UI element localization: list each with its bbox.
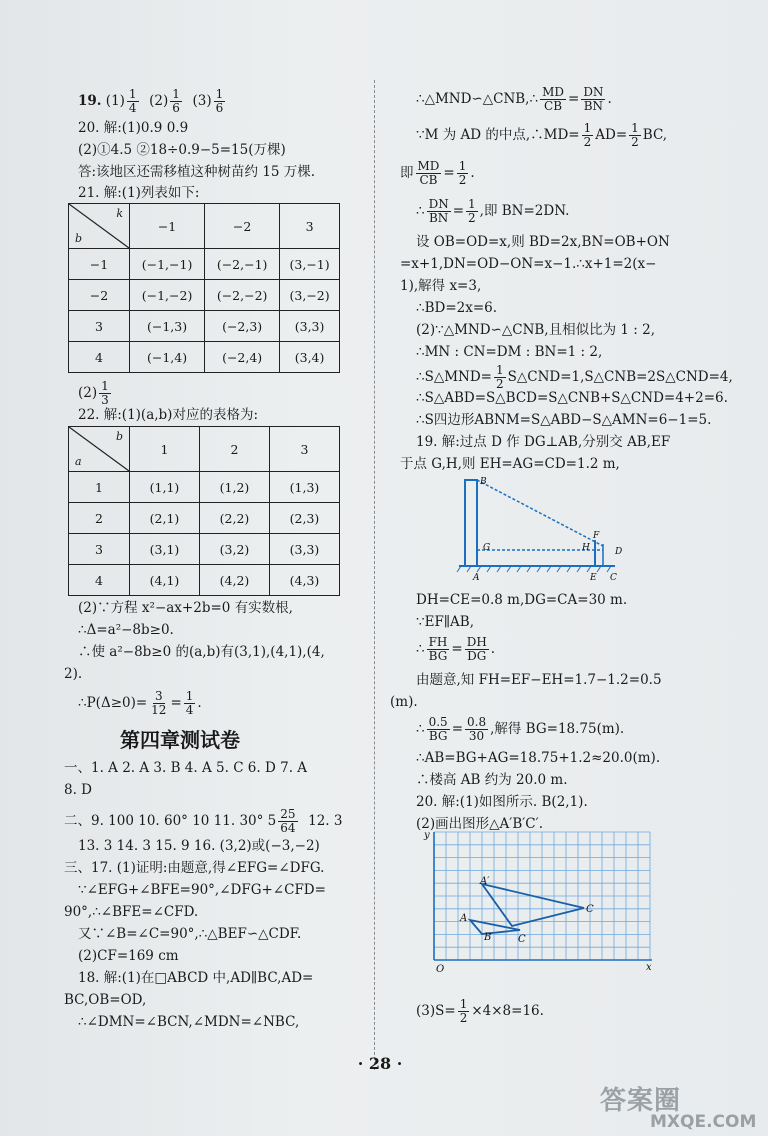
den: BG [428,649,448,663]
q21-table [68,203,340,373]
r-line1 [416,86,612,113]
table-row [69,249,340,280]
table-row [69,280,340,311]
den: 2 [631,135,639,149]
label-c: C [518,934,526,945]
r-line23: ∴楼高 AB 约为 20.0 m. [416,772,568,788]
q21-answer2 [78,380,113,407]
r-line6: =x+1,DN=OD−ON=x−1.∴x+1=2(x− [400,256,657,272]
r-line3 [400,160,475,187]
label-g: G [483,543,491,553]
q19-part1: (1) [105,93,125,109]
text: ∴ [416,203,425,219]
table-cell: (−2,4) [205,342,280,373]
table-corner-cell [69,204,130,249]
label-f: F [593,531,600,541]
table-cell: (3,2) [200,534,270,565]
den: 2 [468,211,476,225]
triangle-abc [470,920,520,934]
q19-frac1 [127,88,139,115]
text: = [451,721,463,737]
den: 4 [128,101,137,115]
table-row [69,565,340,596]
r-line12: ∴S△ABD=S△BCD=S△CNB+S△CND=4+2=6. [416,390,728,406]
r-line17: ∵EF∥AB, [416,614,475,630]
frac [540,86,566,113]
table-cell: (−2,3) [205,311,280,342]
table-cell: (2,1) [130,503,200,534]
text: . [197,695,202,711]
num: DN [428,197,449,211]
frac [427,198,451,225]
building-diagram [455,474,635,586]
table-cell: (−1,−2) [130,280,205,311]
text: . [607,91,612,107]
text: ∴△MND∽△CNB,∴ [416,91,539,107]
num: MD [417,159,440,173]
text: = [170,695,182,711]
text: ×4×8=16. [471,1003,544,1019]
s3-line3: 90°,∴∠BFE=∠CFD. [64,904,199,920]
q19-frac3 [214,88,226,115]
r-line20: (m). [390,694,418,710]
den: 2 [459,1011,468,1025]
table-cell: (1,1) [130,472,200,503]
coordinate-grid-figure [420,828,660,978]
label-a-prime: A′ [480,876,490,887]
table-cell: (3,3) [280,311,340,342]
table-cell: −2 [69,280,130,311]
table-header: 3 [280,204,340,249]
num: 1 [215,87,224,101]
num: MD [542,85,564,99]
num: 0.5 [428,715,448,729]
num: 3 [154,689,163,703]
den: 64 [280,821,296,835]
den: BN [583,99,604,113]
den: 2 [496,377,504,391]
q22-line1: (2)∵方程 x²−ax+2b=0 有实数根, [78,600,293,616]
triangle-a-prime [482,884,584,926]
frac [494,364,506,391]
s3-line7: BC,OB=OD, [64,992,147,1008]
table-cell: (−1,4) [130,342,205,373]
table-cell: (2,2) [200,503,270,534]
text: = [443,165,455,181]
watermark-url: MXQE.COM [650,1112,757,1132]
r-line9: (2)∵△MND∽△CNB,且相似比为 1 : 2, [416,322,655,338]
table-cell: −1 [69,249,130,280]
r-line11 [416,364,733,391]
den: 30 [468,729,485,743]
frac [465,716,488,743]
r-line2 [416,122,667,149]
s1-line2: 8. D [64,782,92,798]
table-cell: (3,−1) [280,249,340,280]
num: 1 [172,87,180,101]
corner-top-label: k [116,207,123,220]
table-cell: (1,3) [270,472,340,503]
den: 2 [583,135,592,149]
label-c-prime: C [586,904,594,915]
frac [465,636,489,663]
r-line15: 于点 G,H,则 EH=AG=CD=1.2 m, [400,456,620,472]
den: DG [467,649,487,663]
corner-bottom-label: a [75,455,82,468]
table-cell: 2 [69,503,130,534]
table-cell: (4,3) [270,565,340,596]
table-cell: (3,4) [280,342,340,373]
text: ∴S△MND= [416,369,492,385]
text: ,解得 BG=18.75(m). [490,721,625,737]
text: = [452,203,465,219]
q22-intro: 22. 解:(1)(a,b)对应的表格为: [78,407,258,423]
table-cell: (−1,3) [130,311,205,342]
r-line7: 1),解得 x=3, [400,278,482,294]
label-a: A [473,573,480,583]
corner-bottom-label: b [75,232,83,245]
label: (2) [78,385,98,401]
r-line25: (2)画出图形△A′B′C′. [416,816,543,832]
q22-line4: 2). [64,666,83,682]
table-row [69,311,340,342]
column-divider [374,80,375,1070]
page-number: · 28 · [357,1054,403,1073]
text: ∴ [416,641,425,657]
label-e: E [590,573,597,583]
s3-line5: (2)CF=169 cm [78,948,179,964]
table-row [69,503,340,534]
q22-line5 [78,690,202,717]
q22-table [68,426,340,596]
label-b: B [484,932,492,943]
num: 1 [631,121,639,135]
table-row [69,472,340,503]
den: CB [419,173,438,187]
frac [278,808,297,835]
table-cell: 4 [69,342,130,373]
q19-part2: (2) [149,93,169,109]
table-header: 3 [270,427,340,472]
q19-part3: (3) [192,93,212,109]
q21-frac [99,380,111,407]
r-line5: 设 OB=OD=x,则 BD=2x,BN=OB+ON [416,234,670,250]
frac [466,198,478,225]
s1-line1: 一、1. A 2. A 3. B 4. A 5. C 6. D 7. A [64,760,308,776]
text: BC, [642,127,668,143]
q21-intro: 21. 解:(1)列表如下: [78,185,200,201]
q19-line [78,88,227,115]
r-line14: 19. 解:过点 D 作 DG⊥AB,分别交 AB,EF [416,434,671,450]
s3-line1: 三、17. (1)证明:由题意,得∠EFG=∠DFG. [64,860,325,876]
den: 6 [215,101,224,115]
label-a: A [460,913,468,924]
r-line8: ∴BD=2x=6. [416,300,498,316]
text: 即 [400,165,414,181]
r-line13: ∴S四边形ABNM=S△ABD−S△AMN=6−1=5. [416,412,712,428]
text: S△CND=1,S△CNB=2S△CND=4, [507,369,733,385]
label-d: D [615,547,623,557]
den: BG [428,729,448,743]
table-header: 2 [200,427,270,472]
s2-line1 [64,808,342,835]
table-cell: (−1,−1) [130,249,205,280]
text: ∴P(Δ≥0)= [78,695,148,711]
table-cell: 3 [69,311,130,342]
building-shape [465,480,477,566]
text: ∵M 为 AD 的中点,∴MD= [416,127,580,143]
q20-line2: (2)①4.5 ②18÷0.9−5=15(万棵) [78,142,286,158]
num: 1 [459,997,468,1011]
den: 2 [458,173,467,187]
num: 1 [101,379,109,393]
table-corner-cell [69,427,130,472]
den: BN [428,211,449,225]
text: AD= [595,127,628,143]
num: 25 [280,807,296,821]
s3-line8: ∴∠DMN=∠BCN,∠MDN=∠NBC, [78,1014,300,1030]
frac [427,636,450,663]
num: DN [583,85,604,99]
q20-line3: 答:该地区还需移植这种树苗约 15 万棵. [78,164,316,180]
sight-line [477,480,603,546]
table-cell: (−2,−2) [205,280,280,311]
text: = [451,641,463,657]
text: = [568,91,580,107]
text: (3)S= [416,1003,456,1019]
num: DH [466,635,487,649]
r-line10: ∴MN : CN=DM : BN=1 : 2, [416,344,603,360]
table-header-row [69,204,340,249]
q22-line2: ∴Δ=a²−8b≥0. [78,622,174,638]
table-cell: (4,1) [130,565,200,596]
text: ,即 BN=2DN. [479,203,570,219]
frac [416,160,442,187]
frac [582,122,594,149]
label-h: H [582,543,590,553]
corner-top-label: b [115,430,123,443]
label-x: x [646,962,652,973]
table-row [69,534,340,565]
r-line22: ∴AB=BG+AG=18.75+1.2≈20.0(m). [416,750,661,766]
num: 0.8 [467,715,487,729]
table-cell: 1 [69,472,130,503]
watermark-logo: 答案圈 [600,1086,682,1116]
frac [149,690,168,717]
frac [458,998,470,1025]
table-cell: 4 [69,565,130,596]
den: 3 [101,393,109,407]
frac [581,86,605,113]
r-line19: 由题意,知 FH=EF−EH=1.7−1.2=0.5 [416,672,662,688]
table-cell: 3 [69,534,130,565]
num: 1 [468,197,476,211]
table-cell: (1,2) [200,472,270,503]
table-cell: (−2,−1) [205,249,280,280]
s3-line2: ∵∠EFG+∠BFE=90°,∠DFG+∠CFD= [78,882,326,898]
frac [427,716,450,743]
den: 4 [185,703,194,717]
frac [184,690,196,717]
frac [457,160,469,187]
table-header-row [69,427,340,472]
r-line21 [416,716,624,743]
r-line4 [416,198,569,225]
table-cell: (3,−2) [280,280,340,311]
s3-line6: 18. 解:(1)在□ABCD 中,AD∥BC,AD= [78,970,314,986]
text: 二、9. 100 10. 60° 10 11. 30° 5 [64,813,277,829]
table-cell: (2,3) [270,503,340,534]
num: 1 [458,159,467,173]
text: . [470,165,475,181]
r-line16: DH=CE=0.8 m,DG=CA=30 m. [416,592,628,608]
label-c: C [610,573,617,583]
num: FH [428,635,448,649]
text: . [490,641,496,657]
text: ∴ [416,721,425,737]
table-cell: (4,2) [200,565,270,596]
text: 12. 3 [308,813,343,829]
r-line18 [416,636,495,663]
den: 12 [151,703,167,717]
q20-line1: 20. 解:(1)0.9 0.9 [78,120,189,136]
label-b: B [480,477,487,487]
q19-frac2 [170,88,182,115]
table-header: −1 [130,204,205,249]
s2-line2: 13. 3 14. 3 15. 9 16. (3,2)或(−3,−2) [78,838,320,854]
r-line26 [416,998,544,1025]
q19-number: 19. [78,93,102,109]
num: 1 [128,87,137,101]
table-header: 1 [130,427,200,472]
frac [629,122,641,149]
label-o: O [436,964,445,975]
table-header: −2 [205,204,280,249]
table-cell: (3,3) [270,534,340,565]
chapter-title: 第四章测试卷 [120,728,240,752]
table-row [69,342,340,373]
num: 1 [185,689,194,703]
s3-line4: 又∵∠B=∠C=90°,∴△BEF∽△CDF. [78,926,302,942]
label-y: y [424,830,430,841]
r-line24: 20. 解:(1)如图所示. B(2,1). [416,794,588,810]
den: CB [544,99,563,113]
num: 1 [496,363,504,377]
den: 6 [172,101,180,115]
table-cell: (3,1) [130,534,200,565]
grid-lines [434,832,650,960]
q22-line3: ∴使 a²−8b≥0 的(a,b)有(3,1),(4,1),(4, [78,644,325,660]
num: 1 [583,121,592,135]
